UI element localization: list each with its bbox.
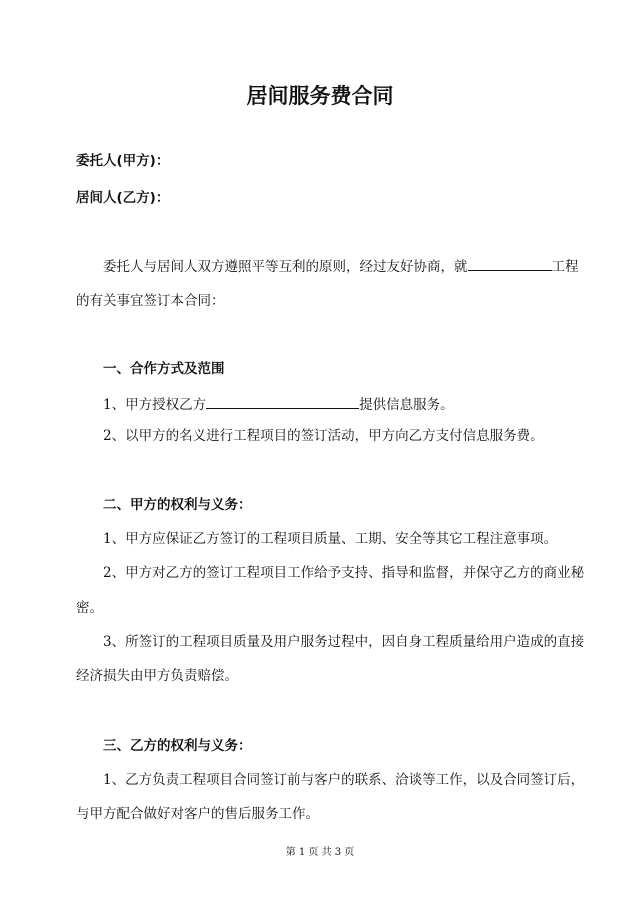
section-3-heading: 三、乙方的权利与义务： bbox=[103, 738, 252, 754]
section-3-item-1-line-2: 与甲方配合做好对客户的售后服务工作。 bbox=[76, 806, 319, 822]
client-party-label: 委托人(甲方)： bbox=[76, 153, 170, 169]
document-title: 居间服务费合同 bbox=[246, 84, 394, 108]
page-number-footer: 第 1 页 共 3 页 bbox=[285, 847, 355, 858]
section-2-item-1: 1、甲方应保证乙方签订的工程项目质量、工期、安全等其它工程注意事项。 bbox=[103, 531, 558, 547]
preamble-line-1 bbox=[103, 257, 579, 276]
section-1-item-1-before: 1、甲方授权乙方 bbox=[103, 397, 207, 413]
section-2-item-3-line-1: 3、所签订的工程项目质量及用户服务过程中，因自身工程质量给用户造成的直接 bbox=[103, 634, 585, 650]
preamble-text-before: 委托人与居间人双方遵照平等互利的原则，经过友好协商，就 bbox=[103, 259, 468, 275]
section-3-item-1-line-1: 1、乙方负责工程项目合同签订前与客户的联系、洽谈等工作，以及合同签订后， bbox=[103, 772, 585, 788]
service-scope-blank bbox=[206, 395, 359, 409]
section-2-heading: 二、甲方的权利与义务： bbox=[103, 497, 252, 513]
preamble-text-after: 工程 bbox=[551, 259, 579, 275]
project-name-blank bbox=[468, 257, 552, 271]
section-1-heading: 一、合作方式及范围 bbox=[103, 361, 225, 377]
section-2-item-2-line-1: 2、甲方对乙方的签订工程项目工作给予支持、指导和监督，并保守乙方的商业秘 bbox=[103, 565, 585, 581]
section-2-item-2-line-2: 密。 bbox=[76, 600, 103, 616]
section-1-item-1-after: 提供信息服务。 bbox=[359, 397, 454, 413]
section-2-item-3-line-2: 经济损失由甲方负责赔偿。 bbox=[76, 668, 238, 684]
section-1-item-2: 2、以甲方的名义进行工程项目的签订活动，甲方向乙方支付信息服务费。 bbox=[103, 428, 544, 444]
preamble-line-2: 的有关事宜签订本合同： bbox=[76, 293, 225, 309]
broker-party-label: 居间人(乙方)： bbox=[76, 190, 170, 206]
section-1-item-1 bbox=[103, 395, 454, 414]
